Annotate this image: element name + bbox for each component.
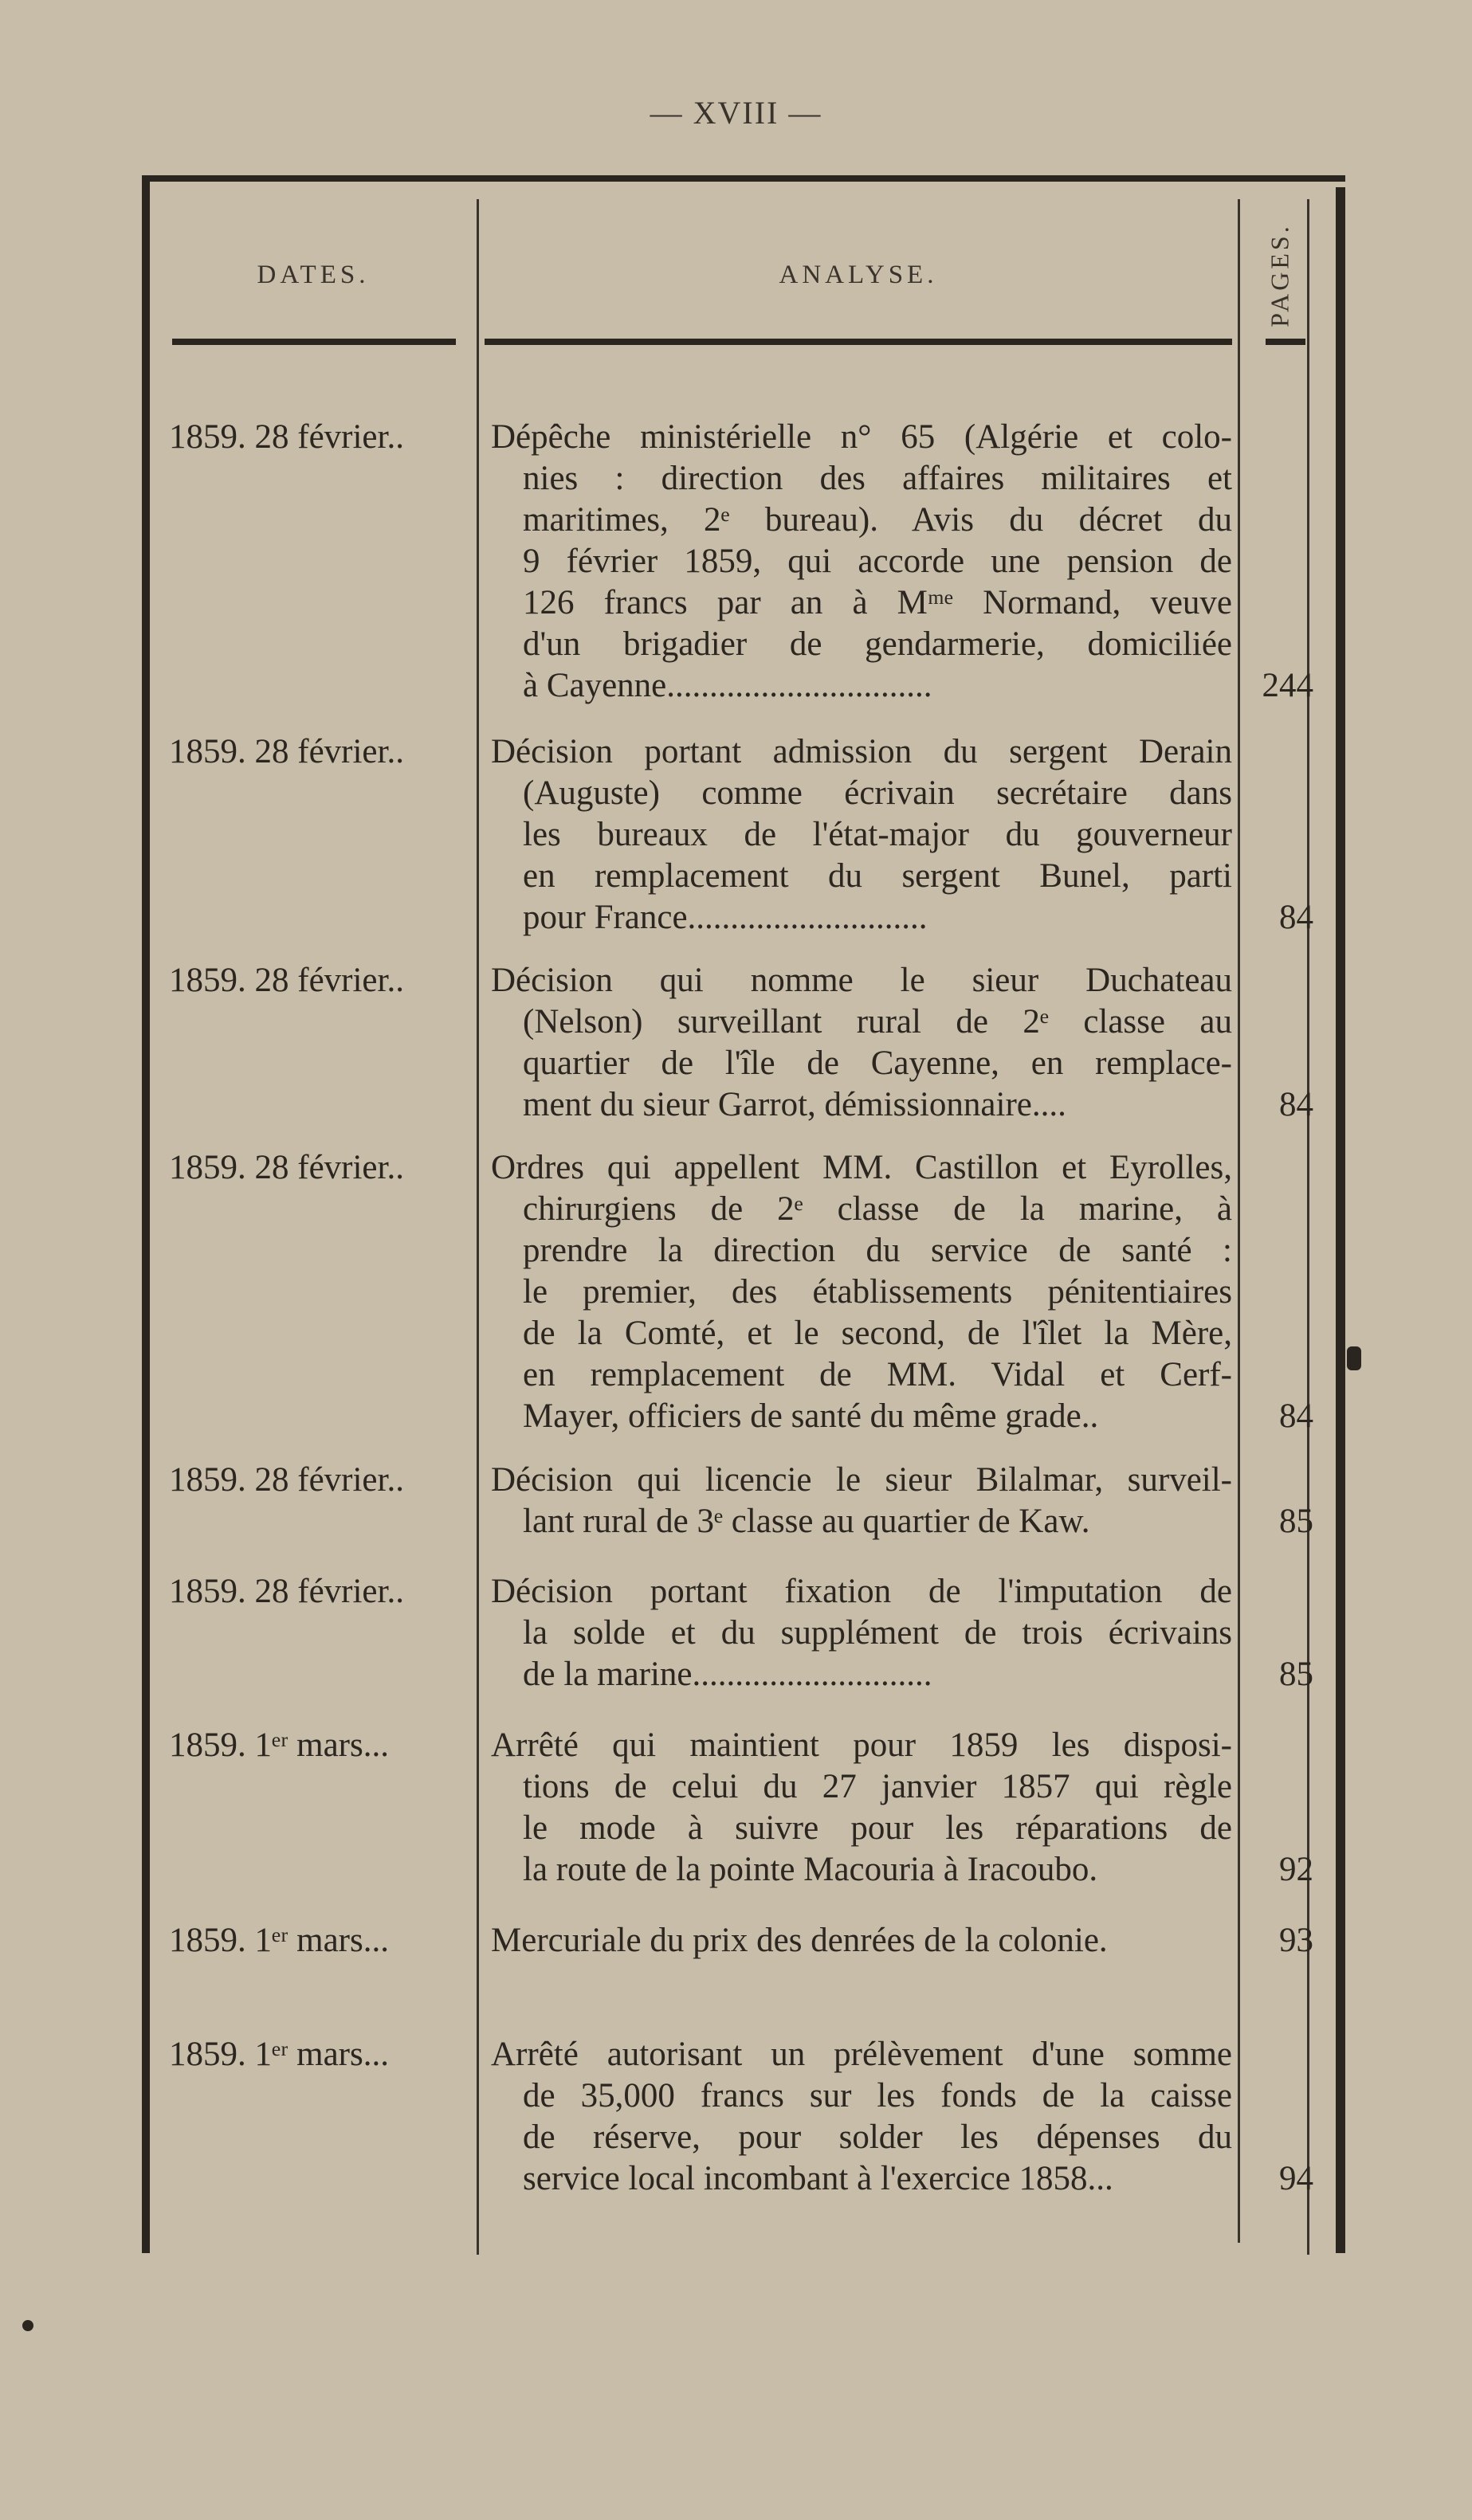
table-left-border bbox=[142, 175, 150, 2253]
column-header-analyse: ANALYSE. bbox=[779, 260, 938, 289]
entry-analysis bbox=[491, 960, 1232, 1126]
entry-date: 1859. 28 février.. bbox=[169, 1461, 404, 1499]
entry-analysis bbox=[491, 1725, 1232, 1891]
column-divider-analyse bbox=[1238, 199, 1240, 2243]
binding-mark bbox=[1347, 1346, 1361, 1370]
analysis-line: Décision portant admission du sergent Derain bbox=[491, 733, 1232, 770]
analysis-line: pour France............................ bbox=[523, 899, 928, 936]
entry-analysis bbox=[491, 1147, 1232, 1437]
entry-analysis bbox=[491, 1571, 1232, 1695]
analysis-line: Dépêche ministérielle n° 65 (Algérie et colo- bbox=[491, 418, 1232, 456]
analysis-line: de la marine............................ bbox=[523, 1656, 932, 1693]
entry-analysis bbox=[491, 417, 1232, 707]
entry-date: 1859. 28 février.. bbox=[169, 418, 404, 456]
analysis-line: la route de la pointe Macouria à Iracoubo. bbox=[523, 1851, 1098, 1888]
analysis-line: de la Comté, et le second, de l'îlet la Mère, bbox=[523, 1315, 1232, 1352]
header-rule-pages bbox=[1266, 339, 1305, 345]
entry-page-number: 244 bbox=[1262, 667, 1313, 704]
analysis-line: (Nelson) surveillant rural de 2ᵉ classe au bbox=[523, 1003, 1232, 1041]
entry-analysis bbox=[491, 731, 1232, 939]
analysis-line: lant rural de 3ᵉ classe au quartier de Kaw. bbox=[523, 1503, 1090, 1540]
analysis-line: 9 février 1859, qui accorde une pension de bbox=[523, 543, 1232, 580]
entry-analysis bbox=[491, 2034, 1232, 2200]
analysis-line: nies : direction des affaires militaires et bbox=[523, 460, 1232, 497]
entry-page-number: 93 bbox=[1279, 1922, 1313, 1959]
analysis-line: maritimes, 2ᵉ bureau). Avis du décret du bbox=[523, 501, 1232, 539]
entry-date: 1859. 1ᵉʳ mars... bbox=[169, 1922, 389, 1959]
entry-date: 1859. 1ᵉʳ mars... bbox=[169, 2036, 389, 2073]
column-header-pages-label: PAGES. bbox=[1265, 222, 1294, 327]
analysis-line: de 35,000 francs sur les fonds de la caisse bbox=[523, 2077, 1232, 2114]
analysis-line: Arrêté autorisant un prélèvement d'une somme bbox=[491, 2036, 1232, 2073]
analysis-line: (Auguste) comme écrivain secrétaire dans bbox=[523, 774, 1232, 812]
analysis-line: Mayer, officiers de santé du même grade.. bbox=[523, 1397, 1099, 1435]
analysis-line: le mode à suivre pour les réparations de bbox=[523, 1809, 1232, 1847]
analysis-line: service local incombant à l'exercice 1858... bbox=[523, 2160, 1113, 2197]
entry-analysis bbox=[491, 1920, 1232, 1962]
analysis-line: Arrêté qui maintient pour 1859 les disposi- bbox=[491, 1726, 1232, 1764]
entry-page-number: 85 bbox=[1279, 1503, 1313, 1540]
entry-analysis bbox=[491, 1460, 1232, 1542]
column-header-dates: DATES. bbox=[257, 260, 370, 289]
ink-speck bbox=[22, 2320, 33, 2331]
analysis-line: à Cayenne............................... bbox=[523, 667, 932, 704]
analysis-line: Décision qui licencie le sieur Bilalmar, surveil- bbox=[491, 1461, 1232, 1499]
analysis-line: prendre la direction du service de santé : bbox=[523, 1232, 1232, 1269]
table-right-border bbox=[1336, 187, 1345, 2253]
analysis-line: 126 francs par an à Mᵐᵉ Normand, veuve bbox=[523, 584, 1232, 621]
entry-page-number: 84 bbox=[1279, 899, 1313, 936]
entry-date: 1859. 28 février.. bbox=[169, 962, 404, 999]
analysis-line: d'un brigadier de gendarmerie, domiciliée bbox=[523, 625, 1232, 663]
entry-date: 1859. 28 février.. bbox=[169, 1149, 404, 1186]
entry-page-number: 92 bbox=[1279, 1851, 1313, 1888]
entry-page-number: 85 bbox=[1279, 1656, 1313, 1693]
analysis-line: Mercuriale du prix des denrées de la colonie. bbox=[491, 1922, 1108, 1959]
analysis-line: les bureaux de l'état-major du gouverneur bbox=[523, 816, 1232, 853]
analysis-line: ment du sieur Garrot, démissionnaire.... bbox=[523, 1086, 1066, 1123]
entry-date: 1859. 28 février.. bbox=[169, 733, 404, 770]
table-top-rule bbox=[148, 175, 1345, 182]
header-rule-analyse bbox=[485, 339, 1232, 345]
analysis-line: en remplacement de MM. Vidal et Cerf- bbox=[523, 1356, 1232, 1393]
analysis-table bbox=[142, 175, 1345, 2253]
column-header-pages bbox=[1254, 223, 1306, 327]
analysis-line: en remplacement du sergent Bunel, parti bbox=[523, 857, 1232, 895]
analysis-line: le premier, des établissements pénitentiaires bbox=[523, 1273, 1232, 1311]
entry-page-number: 84 bbox=[1279, 1397, 1313, 1435]
entry-date: 1859. 28 février.. bbox=[169, 1573, 404, 1610]
analysis-line: Ordres qui appellent MM. Castillon et Eyrolles, bbox=[491, 1149, 1232, 1186]
analysis-line: Décision qui nomme le sieur Duchateau bbox=[491, 962, 1232, 999]
analysis-line: quartier de l'île de Cayenne, en remplace- bbox=[523, 1044, 1232, 1082]
analysis-line: chirurgiens de 2ᵉ classe de la marine, à bbox=[523, 1190, 1232, 1228]
entry-page-number: 94 bbox=[1279, 2160, 1313, 2197]
entry-date: 1859. 1ᵉʳ mars... bbox=[169, 1726, 389, 1764]
analysis-line: tions de celui du 27 janvier 1857 qui règle bbox=[523, 1768, 1232, 1805]
analysis-line: de réserve, pour solder les dépenses du bbox=[523, 2118, 1232, 2156]
column-divider-dates bbox=[477, 199, 479, 2255]
header-rule-dates bbox=[172, 339, 456, 345]
page-number-header: — XVIII — bbox=[650, 95, 822, 131]
analysis-line: la solde et du supplément de trois écrivains bbox=[523, 1614, 1232, 1652]
entry-page-number: 84 bbox=[1279, 1086, 1313, 1123]
analysis-line: Décision portant fixation de l'imputation de bbox=[491, 1573, 1232, 1610]
